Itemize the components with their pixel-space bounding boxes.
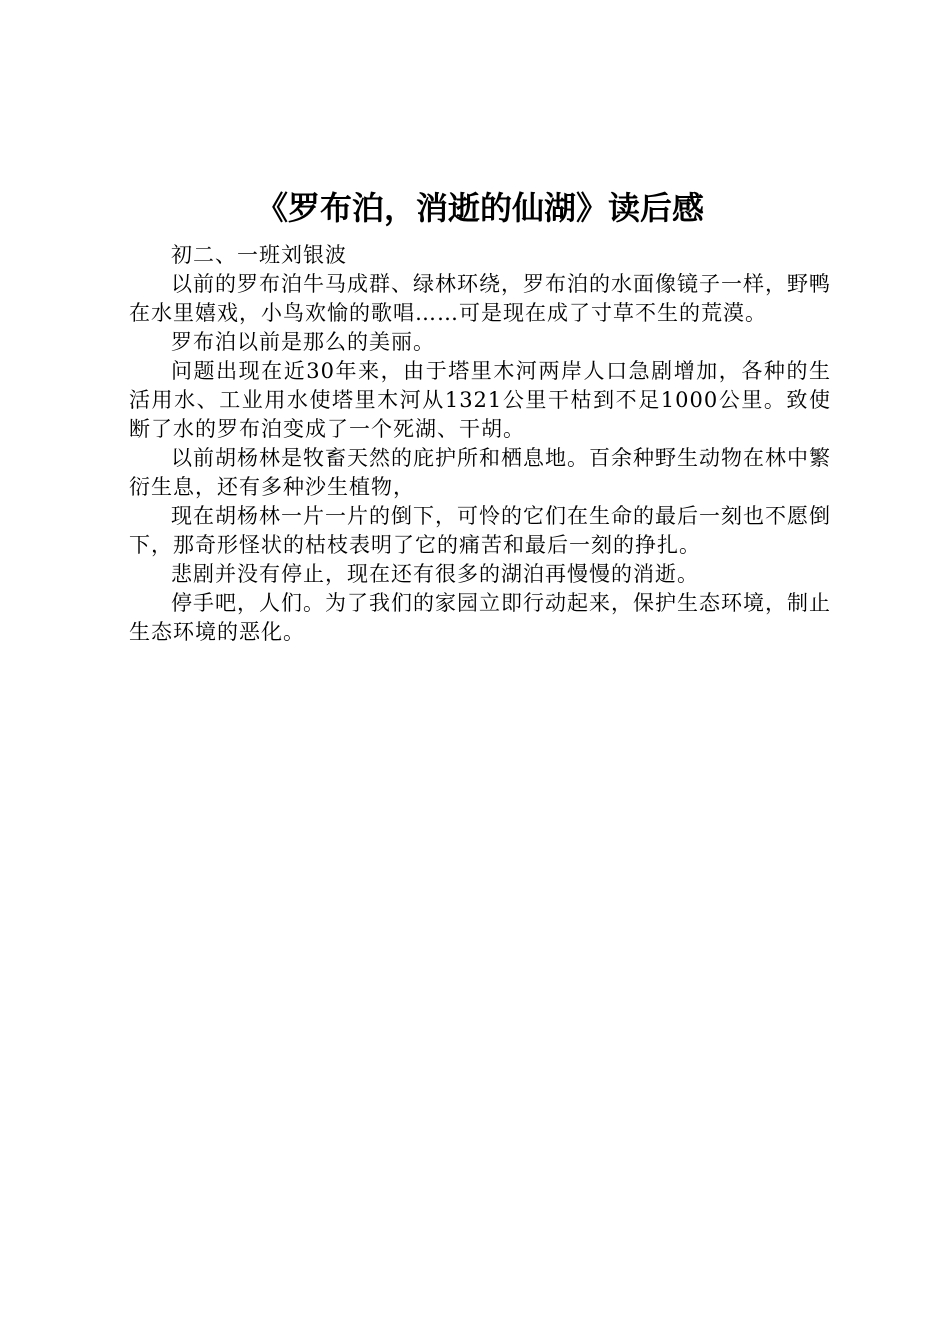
paragraph-1: 以前的罗布泊牛马成群、绿林环绕，罗布泊的水面像镜子一样，野鸭在水里嬉戏，小鸟欢愉的歌唱……可是现在成了寸草不生的荒漠。 [129, 272, 831, 325]
document-title: 《罗布泊，消逝的仙湖》读后感 [255, 189, 704, 227]
paragraph-4: 以前胡杨林是牧畜天然的庇护所和栖息地。百余种野生动物在林中繁衍生息，还有多种沙生植物， [129, 446, 831, 499]
author-line: 初二、一班刘银波 [171, 243, 347, 267]
paragraph-3: 问题出现在近30年来，由于塔里木河两岸人口急剧增加，各种的生活用水、工业用水使塔里木河从1321公里干枯到不足1000公里。致使断了水的罗布泊变成了一个死湖、干胡。 [129, 359, 831, 441]
document-body [129, 185, 831, 647]
paragraph-6: 悲剧并没有停止，现在还有很多的湖泊再慢慢的消逝。 [171, 562, 699, 586]
paragraph-2: 罗布泊以前是那么的美丽。 [171, 330, 435, 354]
paragraph-5: 现在胡杨林一片一片的倒下，可怜的它们在生命的最后一刻也不愿倒下，那奇形怪状的枯枝表明了它的痛苦和最后一刻的挣扎。 [129, 504, 831, 557]
paragraph-7: 停手吧，人们。为了我们的家园立即行动起来，保护生态环境，制止生态环境的恶化。 [129, 591, 831, 644]
